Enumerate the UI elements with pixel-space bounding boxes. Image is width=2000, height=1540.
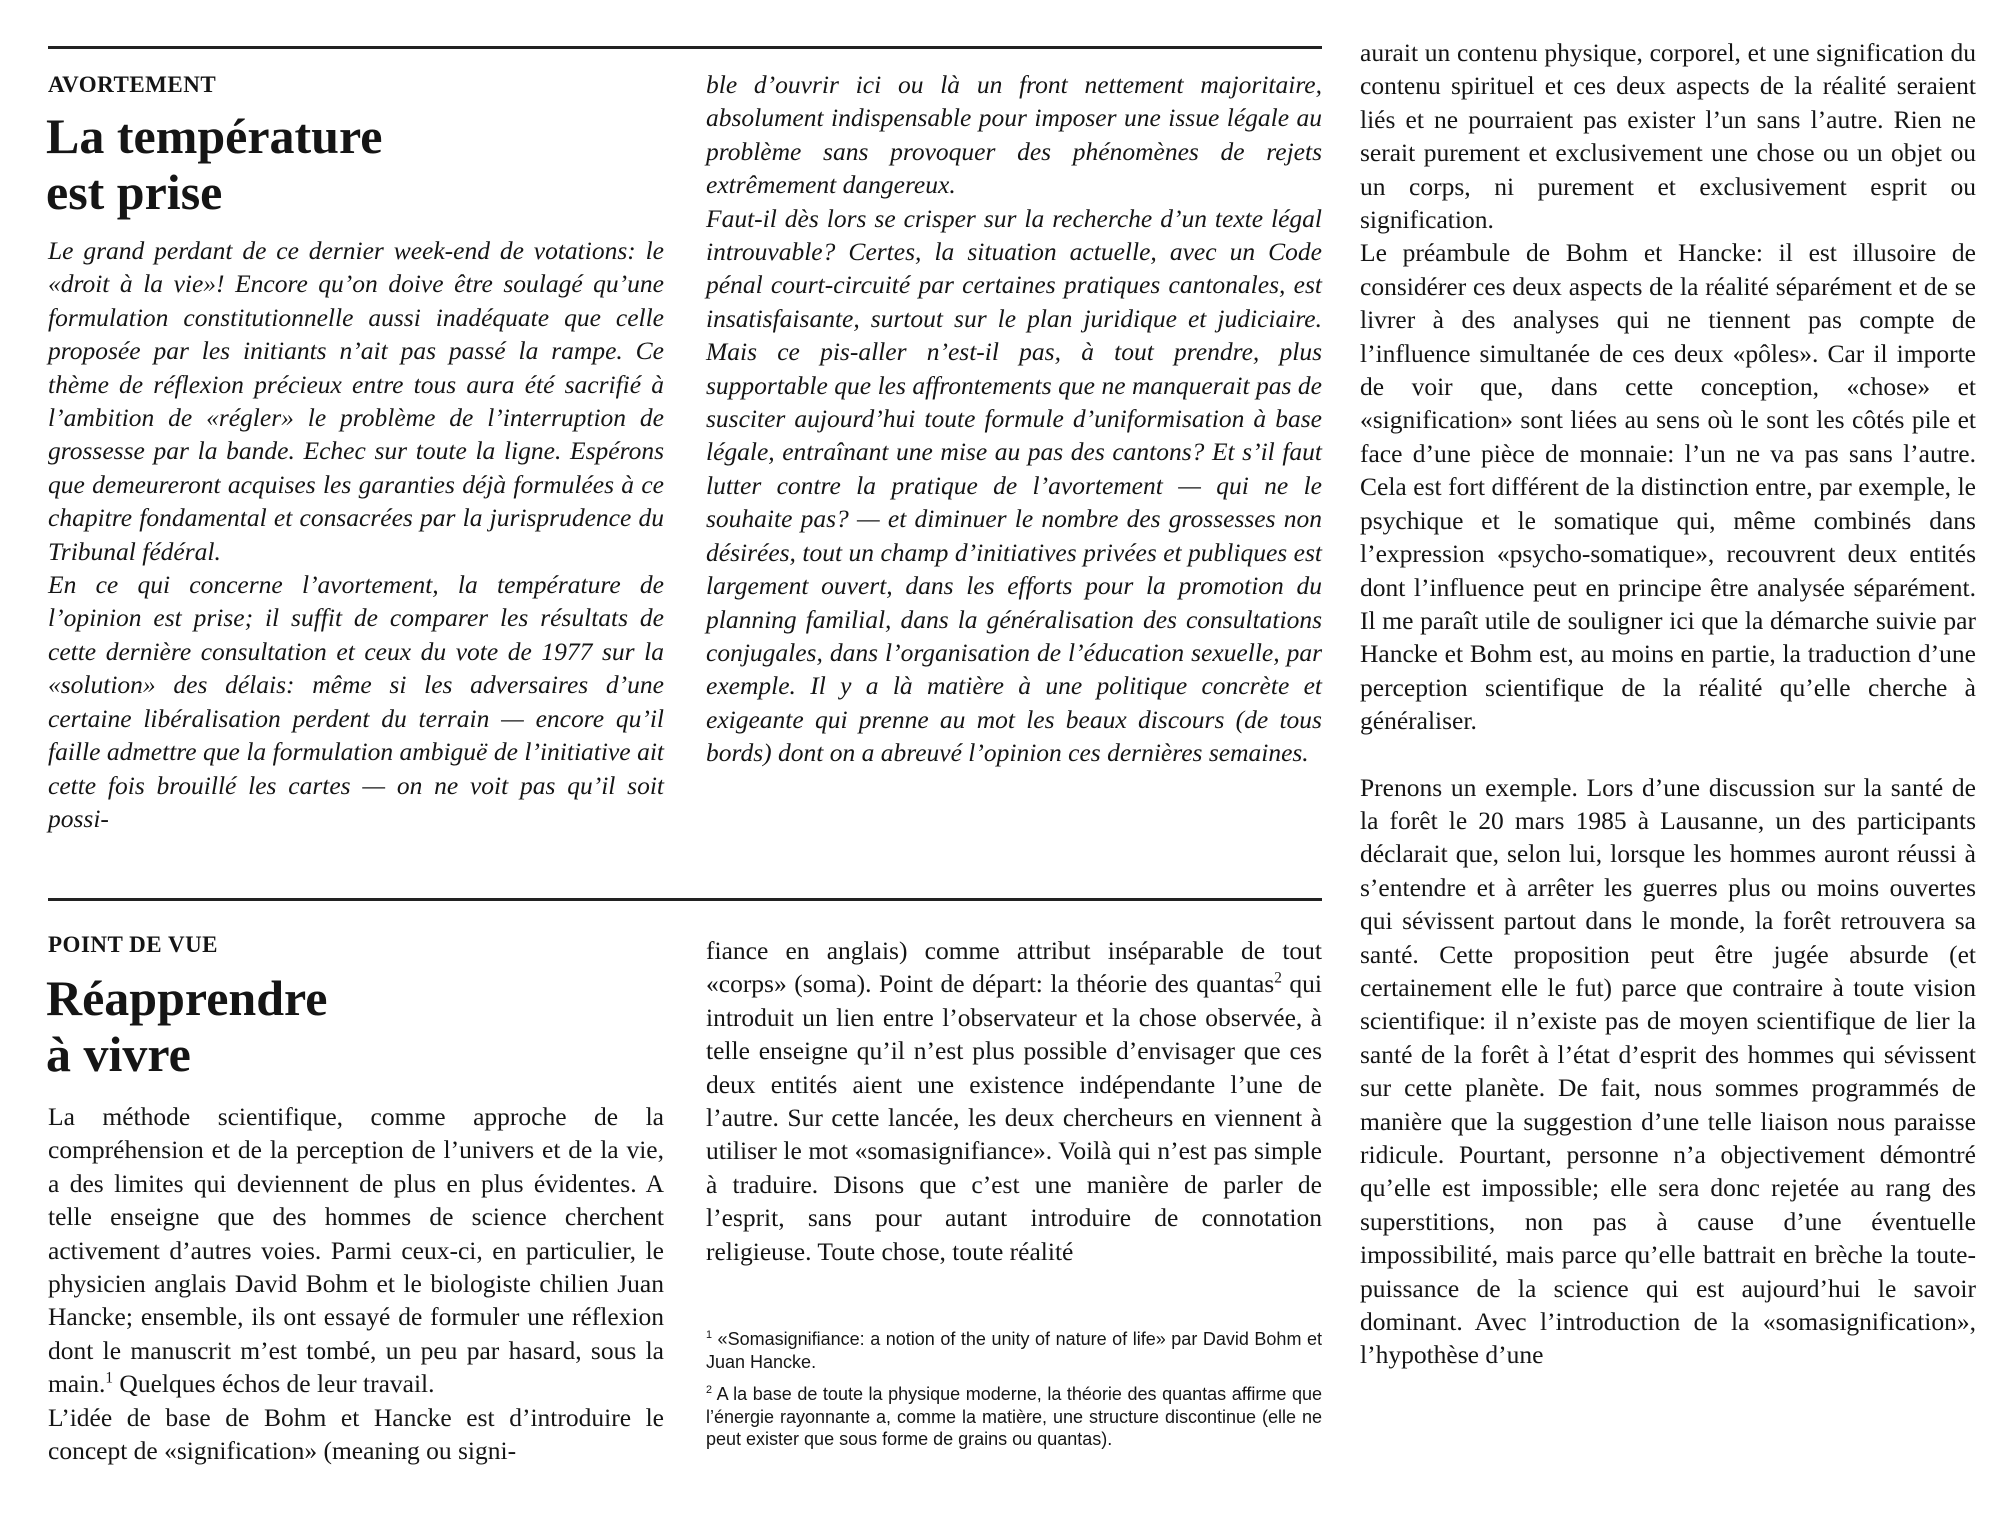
article2-column-3 — [1360, 36, 1976, 1372]
middle-rule — [48, 898, 1322, 901]
footnote-1 — [706, 1328, 1322, 1373]
article2-kicker: POINT DE VUE — [48, 932, 219, 957]
article2-paragraph-3-a: fiance en anglais) comme attribut inséparable de tout «corps» (soma). Point de départ: la théorie des quantas — [706, 936, 1322, 999]
article1-title-line1: La température — [46, 108, 383, 164]
article1-title-line2: est prise — [46, 164, 223, 220]
article2-paragraph-1 — [48, 1100, 664, 1401]
article1-column-2 — [706, 68, 1322, 770]
article1-column-1 — [48, 234, 664, 835]
article2-title-line1: Réapprendre — [46, 970, 328, 1026]
article1-paragraph-4: Faut-il dès lors se crisper sur la recherche d’un texte légal introuvable? Certes, la situation actuelle, avec un Code pénal court-circuité par certaines pratiques cantonales, est insatisfaisante, surtout sur le plan juridique et judiciaire. Mais ce pis-aller n’est-il pas, à tout prendre, plus supportable que les affrontements que ne manquerait pas de susciter aujourd’hui toute formule d’uniformisation à base légale, entraînant une mise au pas des cantons? Et s’il faut lutter contre la pratique de l’avortement — qui ne le souhaite pas? — et diminuer le nombre des grossesses non désirées, tout un champ d’initiatives privées et publiques est largement ouvert, dans les efforts pour la promotion du planning familial, dans la généralisation des consultations conjugales, dans l’organisation de l’éducation sexuelle, par exemple. Il y a là matière à une politique concrète et exigeante qui prenne au mot les beaux discours (de tous bords) dont on a abreuvé l’opinion ces dernières semaines. — [706, 203, 1322, 768]
article2-paragraph-2: L’idée de base de Bohm et Hancke est d’introduire le concept de «signification» (meaning ou signi- — [48, 1402, 664, 1466]
article1-title — [46, 108, 382, 220]
article2-paragraph-3 — [706, 934, 1322, 1268]
footnote-ref-1: 1 — [105, 1369, 114, 1387]
article2-column-2 — [706, 934, 1322, 1268]
footnote-2-text: A la base de toute la physique moderne, la théorie des quantas affirme que l’énergie rayonnante a, comme la matière, une structure discontinue (elle ne peut exister que sous forme de grains ou quantas). — [706, 1384, 1322, 1450]
paragraph-gap — [1360, 738, 1976, 771]
article1-paragraph-3: ble d’ouvrir ici ou là un front nettement majoritaire, absolument indispensable pour imposer une issue légale au problème sans provoquer des phénomènes de rejets extrêmement dangereux. — [706, 70, 1322, 200]
article1-paragraph-1: Le grand perdant de ce dernier week-end de votations: le «droit à la vie»! Encore qu’on doive être soulagé qu’une formulation constitutionnelle aussi inadéquate que celle proposée par les initiants n’ait pas passé la rampe. Ce thème de réflexion précieux entre tous aura été sacrifié à l’ambition de «régler» le problème de l’interruption de grossesse par la bande. Echec sur toute la ligne. Espérons que demeureront acquises les garanties déjà formulées à ce chapitre fondamental et consacrées par la jurisprudence du Tribunal fédéral. — [48, 236, 664, 566]
footnote-2-number: 2 — [706, 1384, 713, 1397]
article2-paragraph-4: aurait un contenu physique, corporel, et une signification du contenu spirituel et ces deux aspects de la réalité seraient liés et ne pourraient pas exister l’un sans l’autre. Rien ne serait purement et exclusivement une chose ou un objet ou un corps, ni purement et exclusivement esprit ou signification. — [1360, 38, 1976, 235]
article2-paragraph-1-end: Quelques échos de leur travail. — [113, 1369, 435, 1399]
article2-paragraph-3-b: qui introduit un lien entre l’observateur et la chose observée, à telle enseigne qu’il n’est plus possible d’envisager que ces deux entités aient une existence indépendante l’une de l’autre. Sur cette lancée, les deux chercheurs en viennent à utiliser le mot «somasignifiance». Voilà qui n’est pas simple à traduire. Disons que c’est une manière de parler de l’esprit, sans pour autant introduire de connotation religieuse. Toute chose, toute réalité — [706, 969, 1322, 1266]
article2-paragraph-5: Le préambule de Bohm et Hancke: il est illusoire de considérer ces deux aspects de la réalité séparément et de se livrer à des analyses qui ne tiennent pas compte de l’influence simultanée de ces deux «pôles». Car il importe de voir que, dans cette conception, «chose» et «signification» sont liées au sens où le sont les côtés pile et face d’une pièce de monnaie: l’un ne va pas sans l’autre. Cela est fort différent de la distinction entre, par exemple, le psychique et le somatique qui, même combinés dans l’expression «psycho-somatique», recouvrent deux entités dont l’influence peut en principe être analysée séparément. Il me paraît utile de souligner ici que la démarche suivie par Hancke et Bohm est, au moins en partie, la traduction d’une perception scientifique de la réalité qu’elle cherche à généraliser. — [1360, 238, 1976, 736]
article2-column-1 — [48, 1100, 664, 1467]
article1-kicker: AVORTEMENT — [48, 72, 217, 97]
footnote-ref-2: 2 — [1274, 969, 1282, 987]
footnote-2 — [706, 1383, 1322, 1451]
article2-paragraph-1-text: La méthode scientifique, comme approche de la compréhension et de la perception de l’univers et de la vie, a des limites qui deviennent de plus en plus évidentes. A telle enseigne que des hommes de science cherchent activement d’autres voies. Parmi ceux-ci, en particulier, le physicien anglais David Bohm et le biologiste chilien Juan Hancke; ensemble, ils ont essayé de formuler une réflexion dont le manuscrit m’est tombé, un peu par hasard, sous la main. — [48, 1102, 664, 1399]
article2-title — [46, 970, 328, 1082]
article2-title-line2: à vivre — [46, 1026, 191, 1082]
footnote-1-number: 1 — [706, 1329, 713, 1341]
footnote-1-text: «Somasignifiance: a notion of the unity of nature of life» par David Bohm et Juan Hancke. — [706, 1329, 1322, 1372]
footnotes — [706, 1328, 1322, 1461]
article2-paragraph-6: Prenons un exemple. Lors d’une discussion sur la santé de la forêt le 20 mars 1985 à Lausanne, un des participants déclarait que, selon lui, lorsque les hommes auront réussi à s’entendre et à arrêter les guerres plus ou moins ouvertes qui sévissent partout dans le monde, la forêt retrouvera sa santé. Cette proposition peut être jugée absurde (et certainement elle le fut) parce que contraire à toute vision scientifique: il n’existe pas de moyen scientifique de lier la santé de la forêt à l’état d’esprit des hommes qui sévissent sur cette planète. De fait, nous sommes programmés de manière que la suggestion d’une telle liaison nous paraisse ridicule. Pourtant, personne n’a objectivement démontré qu’elle est impossible; elle sera donc rejetée au rang des superstitions, non pas à cause d’une éventuelle impossibilité, mais parce qu’elle battrait en brèche la toute-puissance de la science qui est aujourd’hui le savoir dominant. Avec l’introduction de la «somasignification», l’hypothèse d’une — [1360, 772, 1976, 1370]
article1-paragraph-2: En ce qui concerne l’avortement, la température de l’opinion est prise; il suffit de comparer les résultats de cette dernière consultation et ceux du vote de 1977 sur la «solution» des délais: même si les adversaires d’une certaine libéralisation perdent du terrain — encore qu’il faille admettre que la formulation ambiguë de l’initiative ait cette fois brouillé les cartes — on ne voit pas qu’il soit possi- — [48, 570, 664, 833]
top-rule — [48, 46, 1322, 49]
